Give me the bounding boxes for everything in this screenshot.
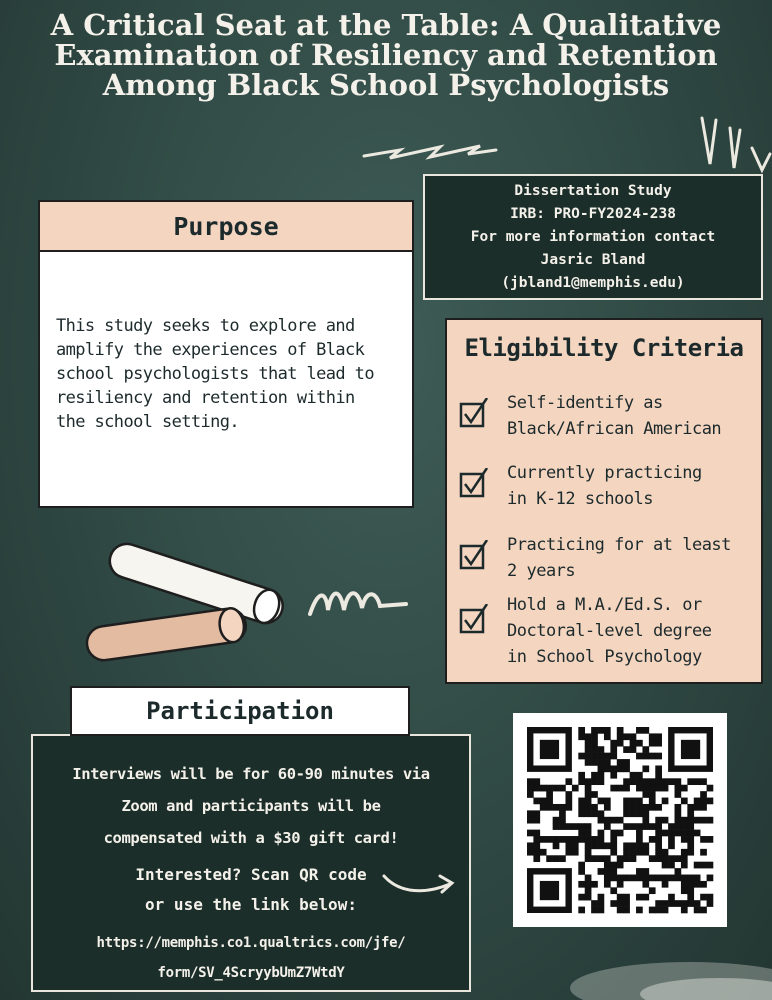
criterion-text: 2 years <box>507 561 576 581</box>
criterion-text: in School Psychology <box>507 647 702 667</box>
criterion-text: Black/African American <box>507 419 722 439</box>
purpose-text-line: resiliency and retention within <box>56 388 355 408</box>
contact-email: (jbland1@memphis.edu) <box>501 275 685 291</box>
checkbox-checked-icon <box>459 540 489 570</box>
purpose-text-line: the school setting. <box>56 412 240 432</box>
checkbox-checked-icon <box>459 468 489 498</box>
checkbox-checked-icon <box>459 604 489 634</box>
contact-name: Jasric Bland <box>540 252 646 268</box>
survey-link[interactable]: form/SV_4ScryybUmZ7WtdY <box>157 965 345 981</box>
chalk-sticks-illustration <box>72 532 302 662</box>
contact-label: For more information contact <box>470 229 716 245</box>
participation-text-line: Zoom and participants will be <box>121 797 381 815</box>
irb-number: IRB: PRO-FY2024-238 <box>510 206 676 222</box>
criterion-text: in K-12 schools <box>507 489 654 509</box>
participation-heading: Participation <box>70 686 410 736</box>
criterion-text: Hold a M.A./Ed.S. or <box>507 595 702 615</box>
qr-code[interactable] <box>513 713 727 927</box>
participation-text-line: compensated with a $30 gift card! <box>103 829 399 847</box>
dissertation-info-box <box>423 174 763 300</box>
cta-text-line: Interested? Scan QR code <box>135 865 367 884</box>
participation-body <box>31 734 471 992</box>
purpose-text-line: amplify the experiences of Black <box>56 340 365 360</box>
poster-title <box>20 10 752 100</box>
chalk-rays-decoration <box>690 108 772 178</box>
dissertation-label: Dissertation Study <box>514 183 672 199</box>
purpose-text-line: This study seeks to explore and <box>56 316 355 336</box>
eligibility-box <box>445 318 763 684</box>
participation-text-line: Interviews will be for 60-90 minutes via <box>72 765 430 783</box>
purpose-heading: Purpose <box>38 200 414 252</box>
purpose-body <box>38 250 414 508</box>
eligibility-heading: Eligibility Criteria <box>464 334 744 362</box>
cta-text-line: or use the link below: <box>145 895 357 914</box>
survey-link[interactable]: https://memphis.co1.qualtrics.com/jfe/ <box>96 935 406 951</box>
chalk-squiggle-decoration <box>306 580 416 624</box>
qr-code-icon <box>513 713 727 927</box>
criterion-text: Doctoral-level degree <box>507 621 712 641</box>
title-line: Among Black School Psychologists <box>102 68 670 102</box>
chalk-scribble-decoration <box>360 138 500 168</box>
title-line: Examination of Resiliency and Retention <box>54 38 718 72</box>
title-line: A Critical Seat at the Table: A Qualitative <box>50 8 722 42</box>
chalk-dust-decoration <box>560 940 772 1000</box>
criterion-text: Currently practicing <box>507 463 702 483</box>
criterion-text: Practicing for at least <box>507 535 731 555</box>
checkbox-checked-icon <box>459 398 489 428</box>
arrow-right-icon <box>380 866 460 902</box>
purpose-text-line: school psychologists that lead to <box>56 364 374 384</box>
criterion-text: Self-identify as <box>507 393 663 413</box>
